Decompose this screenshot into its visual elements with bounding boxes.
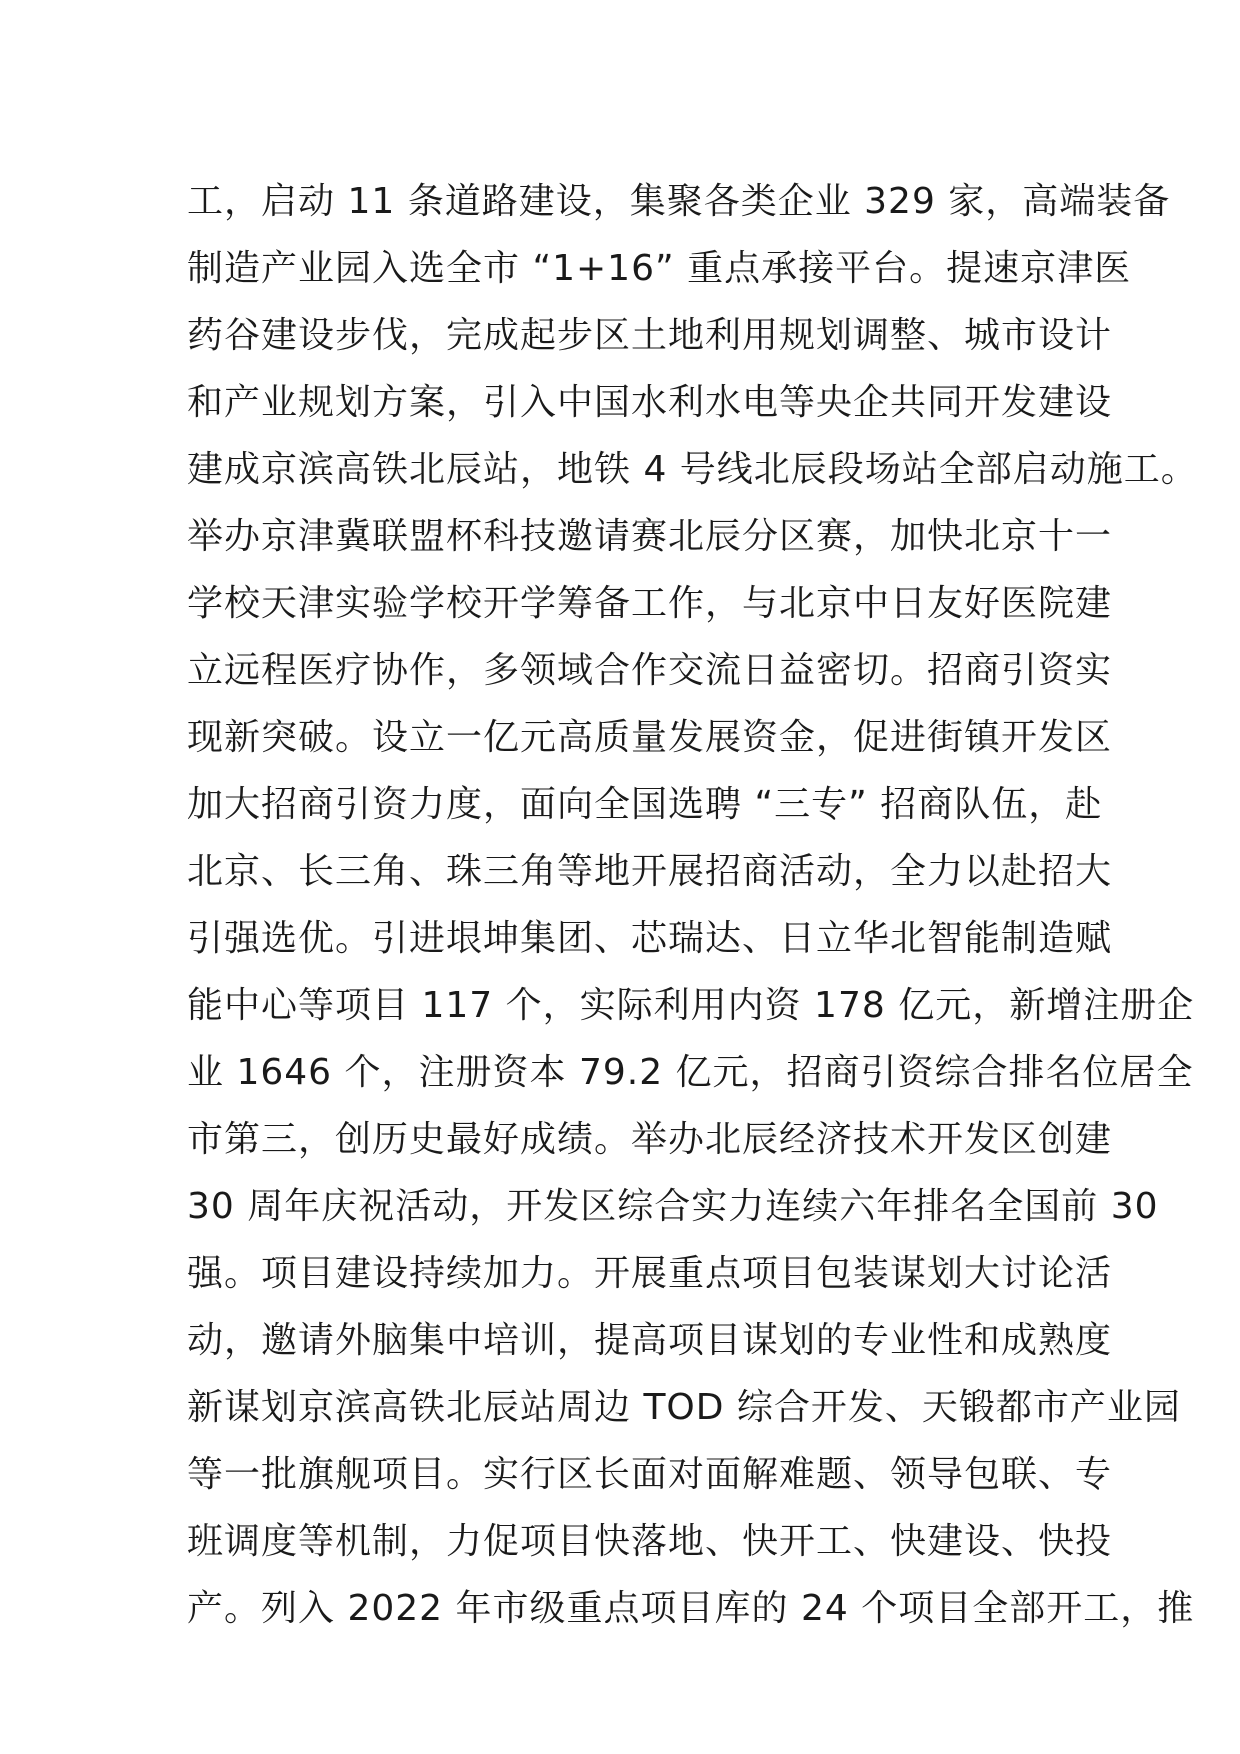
text-line: 强。项目建设持续加力。开展重点项目包装谋划大讨论活 [187, 1253, 1113, 1294]
text-line: 工，启动 11 条道路建设，集聚各类企业 329 家，高端装备 [187, 181, 1171, 222]
body-text [187, 168, 1198, 1642]
text-line: 学校天津实验学校开学筹备工作，与北京中日友好医院建 [187, 583, 1113, 624]
text-line: 现新突破。设立一亿元高质量发展资金，促进街镇开发区 [187, 717, 1113, 758]
text-line: 举办京津冀联盟杯科技邀请赛北辰分区赛，加快北京十一 [187, 516, 1113, 557]
text-line: 立远程医疗协作，多领域合作交流日益密切。招商引资实 [187, 650, 1113, 691]
text-line: 北京、长三角、珠三角等地开展招商活动，全力以赴招大 [187, 851, 1113, 892]
text-line: 和产业规划方案，引入中国水利水电等央企共同开发建设 [187, 382, 1113, 423]
text-line: 建成京滨高铁北辰站，地铁 4 号线北辰段场站全部启动施工。 [187, 449, 1198, 490]
text-line: 30 周年庆祝活动，开发区综合实力连续六年排名全国前 30 [187, 1186, 1159, 1227]
text-line: 动，邀请外脑集中培训，提高项目谋划的专业性和成熟度 [187, 1320, 1113, 1361]
text-line: 新谋划京滨高铁北辰站周边 TOD 综合开发、天锻都市产业园 [187, 1387, 1181, 1428]
text-line: 班调度等机制，力促项目快落地、快开工、快建设、快投 [187, 1521, 1113, 1562]
text-line: 能中心等项目 117 个，实际利用内资 178 亿元，新增注册企 [187, 985, 1195, 1026]
text-line: 产。列入 2022 年市级重点项目库的 24 个项目全部开工，推 [187, 1588, 1195, 1629]
text-line: 业 1646 个，注册资本 79.2 亿元，招商引资综合排名位居全 [187, 1052, 1194, 1093]
text-line: 药谷建设步伐，完成起步区土地利用规划调整、城市设计 [187, 315, 1113, 356]
text-line: 引强选优。引进垠坤集团、芯瑞达、日立华北智能制造赋 [187, 918, 1113, 959]
text-line: 等一批旗舰项目。实行区长面对面解难题、领导包联、专 [187, 1454, 1113, 1495]
text-line: 市第三，创历史最好成绩。举办北辰经济技术开发区创建 [187, 1119, 1113, 1160]
text-line: 加大招商引资力度，面向全国选聘 “三专” 招商队伍，赴 [187, 784, 1103, 825]
text-line: 制造产业园入选全市 “1+16” 重点承接平台。提速京津医 [187, 248, 1132, 289]
